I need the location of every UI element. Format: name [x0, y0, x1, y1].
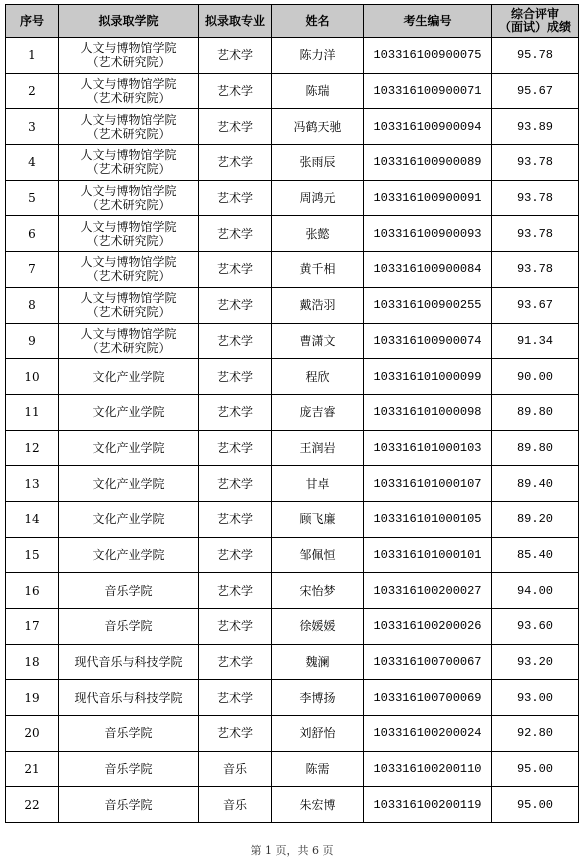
cell-score: 94.00: [492, 573, 579, 609]
cell-exam-id: 103316100200026: [364, 609, 492, 645]
cell-seq: 15: [6, 537, 59, 573]
cell-college: [59, 38, 199, 74]
cell-college: [59, 323, 199, 359]
cell-college-line: 现代音乐与科技学院: [74, 690, 183, 705]
table-row: [6, 716, 579, 752]
cell-major: 艺术学: [199, 394, 272, 430]
cell-major: 音乐: [199, 751, 272, 787]
cell-college-line: 人文与博物馆学院: [80, 184, 177, 199]
cell-college: [59, 216, 199, 252]
cell-major: 艺术学: [199, 180, 272, 216]
cell-name: 戴浩羽: [272, 287, 364, 323]
cell-name: 甘卓: [272, 466, 364, 502]
cell-major: 艺术学: [199, 501, 272, 537]
cell-college-line: （艺术研究院）: [86, 162, 171, 177]
table-row: [6, 609, 579, 645]
cell-exam-id: 103316100900074: [364, 323, 492, 359]
cell-college-line: （艺术研究院）: [86, 198, 171, 213]
table-row: [6, 323, 579, 359]
cell-college: [59, 466, 199, 502]
cell-seq: 17: [6, 609, 59, 645]
cell-college: [59, 287, 199, 323]
cell-major: 艺术学: [199, 716, 272, 752]
cell-seq: 4: [6, 145, 59, 181]
cell-college-line: （艺术研究院）: [86, 126, 171, 141]
cell-exam-id: 103316100900255: [364, 287, 492, 323]
cell-college-line: 音乐学院: [104, 762, 153, 777]
cell-name: 庞吉睿: [272, 394, 364, 430]
cell-seq: 12: [6, 430, 59, 466]
table-row: [6, 573, 579, 609]
table-row: [6, 145, 579, 181]
cell-major: 艺术学: [199, 609, 272, 645]
cell-score: 93.78: [492, 145, 579, 181]
cell-college: [59, 145, 199, 181]
cell-score: 93.78: [492, 216, 579, 252]
cell-name: 王润岩: [272, 430, 364, 466]
cell-college-line: （艺术研究院）: [86, 305, 171, 320]
table-row: [6, 109, 579, 145]
cell-seq: 18: [6, 644, 59, 680]
header-score-line1: 综合评审: [510, 7, 559, 21]
cell-exam-id: 103316100900093: [364, 216, 492, 252]
cell-college-line: 文化产业学院: [92, 405, 165, 420]
cell-name: 李博扬: [272, 680, 364, 716]
cell-score: 85.40: [492, 537, 579, 573]
cell-name: 曹潇文: [272, 323, 364, 359]
cell-exam-id: 103316100200027: [364, 573, 492, 609]
cell-exam-id: 103316101000099: [364, 359, 492, 395]
cell-college: [59, 537, 199, 573]
table-row: [6, 501, 579, 537]
table-row: [6, 394, 579, 430]
table-row: [6, 38, 579, 74]
cell-college: [59, 716, 199, 752]
cell-exam-id: 103316100900075: [364, 38, 492, 74]
cell-college: [59, 573, 199, 609]
header-exam-id: 考生编号: [364, 5, 492, 38]
cell-seq: 19: [6, 680, 59, 716]
cell-college-line: 人文与博物馆学院: [80, 255, 177, 270]
cell-score: 93.78: [492, 252, 579, 288]
cell-seq: 6: [6, 216, 59, 252]
cell-exam-id: 103316100700067: [364, 644, 492, 680]
header-name: 姓名: [272, 5, 364, 38]
cell-score: 95.67: [492, 73, 579, 109]
header-row: [6, 5, 579, 38]
cell-score: 93.78: [492, 180, 579, 216]
cell-major: 艺术学: [199, 252, 272, 288]
table-row: [6, 216, 579, 252]
table-body: [6, 38, 579, 823]
cell-college-line: （艺术研究院）: [86, 91, 171, 106]
cell-major: 艺术学: [199, 145, 272, 181]
cell-name: 徐媛媛: [272, 609, 364, 645]
cell-college-line: 人文与博物馆学院: [80, 219, 177, 234]
cell-exam-id: 103316101000101: [364, 537, 492, 573]
cell-score: 89.80: [492, 430, 579, 466]
cell-college-line: 文化产业学院: [92, 476, 165, 491]
cell-college-line: 音乐学院: [104, 726, 153, 741]
cell-name: 冯鹤天驰: [272, 109, 364, 145]
cell-score: 93.89: [492, 109, 579, 145]
cell-college-line: 文化产业学院: [92, 512, 165, 527]
cell-name: 魏澜: [272, 644, 364, 680]
cell-college: [59, 644, 199, 680]
cell-name: 程欣: [272, 359, 364, 395]
table-row: [6, 359, 579, 395]
table-header: [6, 5, 579, 38]
cell-score: 93.67: [492, 287, 579, 323]
cell-college-line: 文化产业学院: [92, 369, 165, 384]
cell-college: [59, 180, 199, 216]
cell-college-line: 文化产业学院: [92, 440, 165, 455]
table-row: [6, 287, 579, 323]
cell-college-line: 人文与博物馆学院: [80, 77, 177, 92]
header-score: [492, 5, 579, 38]
cell-college-line: 音乐学院: [104, 583, 153, 598]
cell-major: 艺术学: [199, 644, 272, 680]
cell-seq: 8: [6, 287, 59, 323]
cell-seq: 5: [6, 180, 59, 216]
table-row: [6, 751, 579, 787]
header-seq: 序号: [6, 5, 59, 38]
cell-major: 艺术学: [199, 537, 272, 573]
cell-score: 95.00: [492, 787, 579, 823]
cell-college: [59, 501, 199, 537]
header-major: 拟录取专业: [199, 5, 272, 38]
cell-score: 95.00: [492, 751, 579, 787]
cell-exam-id: 103316100900094: [364, 109, 492, 145]
cell-score: 91.34: [492, 323, 579, 359]
cell-score: 89.20: [492, 501, 579, 537]
table-row: [6, 252, 579, 288]
cell-college: [59, 109, 199, 145]
cell-seq: 11: [6, 394, 59, 430]
cell-college-line: （艺术研究院）: [86, 269, 171, 284]
cell-score: 89.80: [492, 394, 579, 430]
cell-exam-id: 103316101000103: [364, 430, 492, 466]
cell-college-line: 人文与博物馆学院: [80, 112, 177, 127]
cell-score: 93.60: [492, 609, 579, 645]
cell-major: 艺术学: [199, 38, 272, 74]
cell-name: 周鸿元: [272, 180, 364, 216]
cell-score: 93.20: [492, 644, 579, 680]
table-row: [6, 430, 579, 466]
cell-major: 艺术学: [199, 323, 272, 359]
cell-name: 张雨辰: [272, 145, 364, 181]
cell-college: [59, 751, 199, 787]
cell-seq: 16: [6, 573, 59, 609]
cell-major: 音乐: [199, 787, 272, 823]
cell-college-line: （艺术研究院）: [86, 340, 171, 355]
cell-seq: 22: [6, 787, 59, 823]
cell-major: 艺术学: [199, 430, 272, 466]
table-row: [6, 680, 579, 716]
table-row: [6, 644, 579, 680]
cell-name: 黄千相: [272, 252, 364, 288]
cell-college: [59, 73, 199, 109]
cell-college: [59, 609, 199, 645]
cell-exam-id: 103316100900091: [364, 180, 492, 216]
table-row: [6, 466, 579, 502]
table-row: [6, 537, 579, 573]
cell-score: 95.78: [492, 38, 579, 74]
header-score-line2: （面试）成绩: [498, 20, 571, 34]
cell-name: 宋怡梦: [272, 573, 364, 609]
cell-name: 张懿: [272, 216, 364, 252]
header-college: 拟录取学院: [59, 5, 199, 38]
cell-college-line: （艺术研究院）: [86, 233, 171, 248]
cell-major: 艺术学: [199, 359, 272, 395]
cell-exam-id: 103316100900071: [364, 73, 492, 109]
cell-score: 89.40: [492, 466, 579, 502]
cell-exam-id: 103316100700069: [364, 680, 492, 716]
table-row: [6, 787, 579, 823]
cell-exam-id: 103316100200110: [364, 751, 492, 787]
cell-major: 艺术学: [199, 573, 272, 609]
cell-major: 艺术学: [199, 680, 272, 716]
cell-seq: 10: [6, 359, 59, 395]
cell-seq: 14: [6, 501, 59, 537]
cell-seq: 9: [6, 323, 59, 359]
table-row: [6, 73, 579, 109]
cell-exam-id: 103316100200024: [364, 716, 492, 752]
cell-name: 陈力洋: [272, 38, 364, 74]
cell-college-line: 人文与博物馆学院: [80, 291, 177, 306]
cell-name: 邹佩恒: [272, 537, 364, 573]
cell-college: [59, 787, 199, 823]
cell-exam-id: 103316101000107: [364, 466, 492, 502]
page-footer: 第 1 页，共 6 页: [250, 844, 334, 857]
cell-exam-id: 103316100200119: [364, 787, 492, 823]
cell-name: 朱宏博: [272, 787, 364, 823]
cell-college: [59, 680, 199, 716]
cell-seq: 3: [6, 109, 59, 145]
cell-seq: 13: [6, 466, 59, 502]
cell-college: [59, 359, 199, 395]
cell-name: 陈瑞: [272, 73, 364, 109]
cell-college-line: （艺术研究院）: [86, 55, 171, 70]
cell-major: 艺术学: [199, 109, 272, 145]
cell-score: 93.00: [492, 680, 579, 716]
cell-seq: 2: [6, 73, 59, 109]
cell-score: 92.80: [492, 716, 579, 752]
cell-college-line: 音乐学院: [104, 797, 153, 812]
cell-seq: 1: [6, 38, 59, 74]
cell-college-line: 音乐学院: [104, 619, 153, 634]
cell-exam-id: 103316100900089: [364, 145, 492, 181]
cell-name: 刘舒怡: [272, 716, 364, 752]
cell-major: 艺术学: [199, 466, 272, 502]
table-row: [6, 180, 579, 216]
cell-seq: 20: [6, 716, 59, 752]
cell-major: 艺术学: [199, 73, 272, 109]
cell-college-line: 文化产业学院: [92, 547, 165, 562]
cell-college: [59, 430, 199, 466]
admission-table: [5, 4, 579, 823]
cell-college-line: 人文与博物馆学院: [80, 326, 177, 341]
cell-college: [59, 394, 199, 430]
cell-college-line: 现代音乐与科技学院: [74, 655, 183, 670]
cell-major: 艺术学: [199, 287, 272, 323]
cell-seq: 21: [6, 751, 59, 787]
cell-college-line: 人文与博物馆学院: [80, 41, 177, 56]
cell-score: 90.00: [492, 359, 579, 395]
cell-name: 陈需: [272, 751, 364, 787]
cell-exam-id: 103316100900084: [364, 252, 492, 288]
cell-college-line: 人文与博物馆学院: [80, 148, 177, 163]
cell-exam-id: 103316101000098: [364, 394, 492, 430]
cell-college: [59, 252, 199, 288]
cell-exam-id: 103316101000105: [364, 501, 492, 537]
cell-major: 艺术学: [199, 216, 272, 252]
cell-name: 顾飞廉: [272, 501, 364, 537]
cell-seq: 7: [6, 252, 59, 288]
